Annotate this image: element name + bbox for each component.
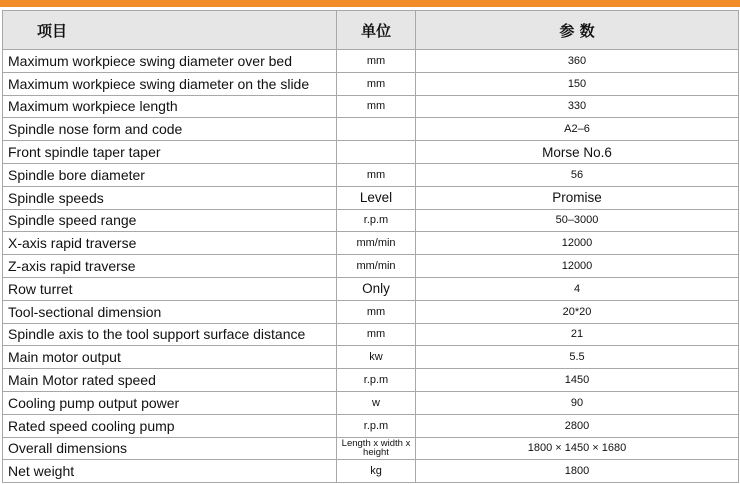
spec-unit: mm (337, 95, 416, 118)
spec-name: X-axis rapid traverse (3, 232, 337, 255)
specifications-table (2, 10, 739, 483)
spec-unit: r.p.m (337, 369, 416, 392)
table-row (3, 391, 739, 414)
spec-value: 4 (416, 277, 739, 300)
spec-unit: mm/min (337, 232, 416, 255)
table-row (3, 141, 739, 164)
table-row (3, 323, 739, 346)
spec-name: Z-axis rapid traverse (3, 255, 337, 278)
table-row (3, 369, 739, 392)
spec-name: Rated speed cooling pump (3, 414, 337, 437)
spec-value: 330 (416, 95, 739, 118)
header-item: 项目 (3, 11, 337, 50)
spec-name: Spindle speeds (3, 186, 337, 209)
spec-unit: Level (337, 186, 416, 209)
spec-name: Maximum workpiece length (3, 95, 337, 118)
spec-unit: mm (337, 72, 416, 95)
header-row (3, 11, 739, 50)
spec-name: Cooling pump output power (3, 391, 337, 414)
header-value: 参 数 (416, 11, 739, 50)
spec-name: Spindle bore diameter (3, 163, 337, 186)
spec-unit: kw (337, 346, 416, 369)
table-row (3, 300, 739, 323)
spec-name: Main motor output (3, 346, 337, 369)
spec-value: 5.5 (416, 346, 739, 369)
spec-name: Maximum workpiece swing diameter over bed (3, 50, 337, 73)
spec-value: 21 (416, 323, 739, 346)
spec-value: 12000 (416, 232, 739, 255)
spec-name: Row turret (3, 277, 337, 300)
table-row (3, 95, 739, 118)
table-row (3, 437, 739, 460)
spec-value: 90 (416, 391, 739, 414)
table-row (3, 232, 739, 255)
table-row (3, 255, 739, 278)
spec-name: Spindle nose form and code (3, 118, 337, 141)
spec-name: Maximum workpiece swing diameter on the slide (3, 72, 337, 95)
spec-unit: w (337, 391, 416, 414)
specifications-body (3, 50, 739, 483)
spec-value: 2800 (416, 414, 739, 437)
table-row (3, 72, 739, 95)
spec-value: Promise (416, 186, 739, 209)
table-row (3, 460, 739, 483)
table-row (3, 346, 739, 369)
spec-value: 360 (416, 50, 739, 73)
spec-value: 56 (416, 163, 739, 186)
spec-value: A2–6 (416, 118, 739, 141)
table-row (3, 277, 739, 300)
spec-name: Main Motor rated speed (3, 369, 337, 392)
spec-unit (337, 141, 416, 164)
spec-name: Tool-sectional dimension (3, 300, 337, 323)
spec-name: Spindle speed range (3, 209, 337, 232)
spec-name: Spindle axis to the tool support surface distance (3, 323, 337, 346)
spec-unit: mm/min (337, 255, 416, 278)
table-row (3, 414, 739, 437)
spec-unit: Only (337, 277, 416, 300)
spec-value: 20*20 (416, 300, 739, 323)
spec-unit: r.p.m (337, 414, 416, 437)
spec-value: 12000 (416, 255, 739, 278)
table-row (3, 209, 739, 232)
spec-name: Overall dimensions (3, 437, 337, 460)
header-unit: 单位 (337, 11, 416, 50)
spec-value: 50–3000 (416, 209, 739, 232)
table-row (3, 118, 739, 141)
spec-name: Net weight (3, 460, 337, 483)
top-accent-bar (0, 0, 740, 7)
table-row (3, 186, 739, 209)
spec-unit: mm (337, 50, 416, 73)
spec-unit: mm (337, 163, 416, 186)
spec-value: Morse No.6 (416, 141, 739, 164)
spec-unit: kg (337, 460, 416, 483)
spec-unit: mm (337, 323, 416, 346)
spec-value: 1800 × 1450 × 1680 (416, 437, 739, 460)
spec-value: 1450 (416, 369, 739, 392)
spec-unit: Length x width x height (337, 437, 416, 460)
spec-value: 1800 (416, 460, 739, 483)
spec-unit: r.p.m (337, 209, 416, 232)
spec-value: 150 (416, 72, 739, 95)
spec-unit: mm (337, 300, 416, 323)
spec-unit (337, 118, 416, 141)
table-row (3, 163, 739, 186)
spec-name: Front spindle taper taper (3, 141, 337, 164)
table-row (3, 50, 739, 73)
